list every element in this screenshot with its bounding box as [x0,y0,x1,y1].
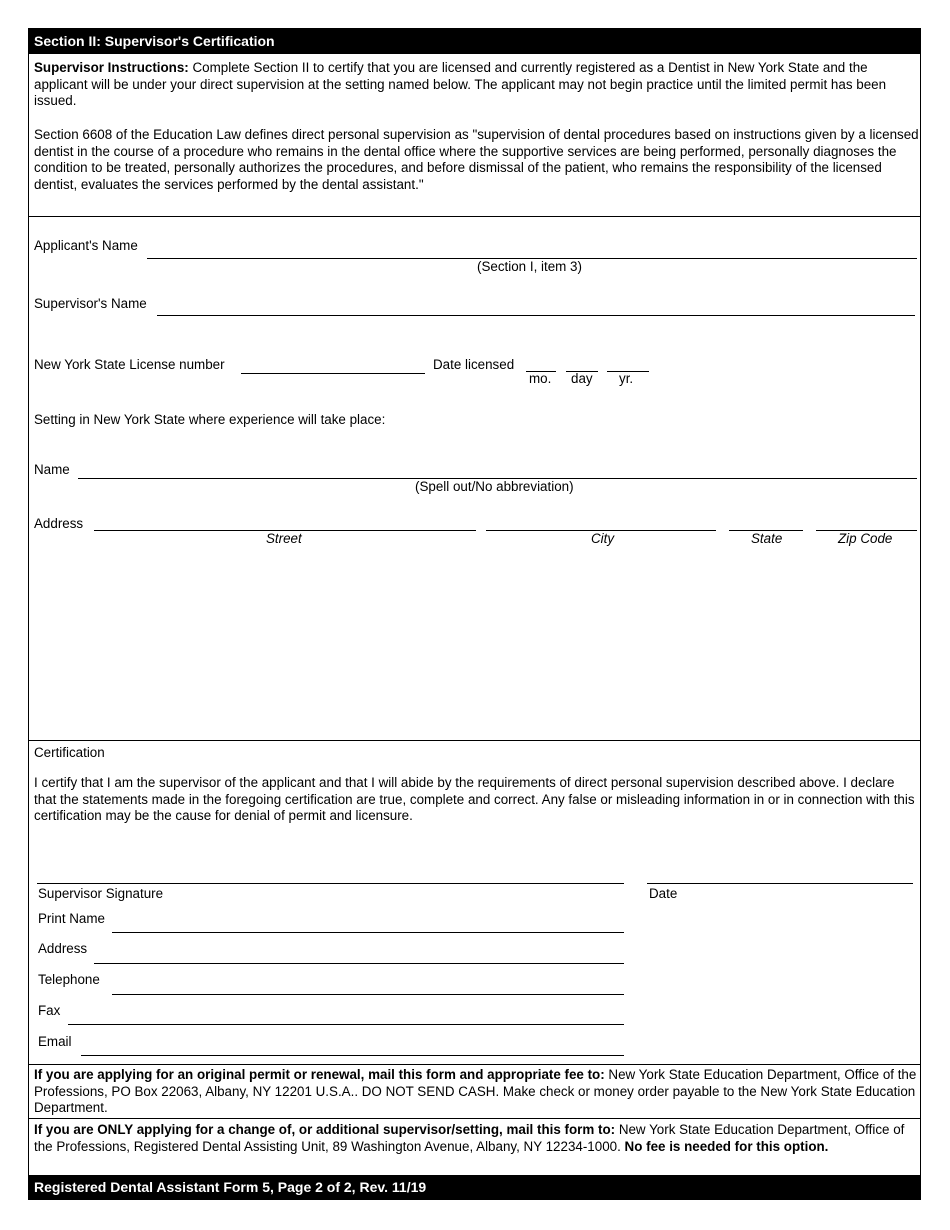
mailing-change [34,1122,918,1155]
email-label: Email [38,1034,72,1049]
telephone-field[interactable] [112,994,624,995]
footer-text: Registered Dental Assistant Form 5, Page 2 of 2, Rev. 11/19 [34,1179,427,1195]
mailing-change-text: New York State Education Department, Office of the Professions, Registered Dental Assisting Unit, 89 Washington Avenue, Albany, NY 12234-1000. [34,1122,905,1154]
footer-bar [28,1175,921,1200]
signature-label: Supervisor Signature [38,886,164,901]
setting-address-label: Address [34,516,84,531]
state-caption: State [751,531,783,546]
supervisor-name-label: Supervisor's Name [34,296,147,311]
section-header [28,28,921,54]
date-label: Date [649,886,678,901]
signature-date-field[interactable] [647,883,913,884]
divider-change [28,1118,921,1119]
contact-address-field[interactable] [94,963,624,964]
mailing-change-lead: If you are ONLY applying for a change of, or additional supervisor/setting, mail this form to: [34,1122,616,1137]
divider-certification [28,740,921,741]
email-field[interactable] [81,1055,624,1056]
instructions-lead: Supervisor Instructions: [34,60,189,75]
city-caption: City [591,531,615,546]
year-caption: yr. [619,371,634,386]
setting-intro: Setting in New York State where experience will take place: [34,412,386,427]
supervisor-signature-field[interactable] [37,883,624,884]
supervisor-instructions [34,60,918,110]
mailing-original-text: New York State Education Department, Office of the Professions, PO Box 22063, Albany, NY 12201 U.S.A.. DO NOT SEND CASH. Make check or money order payable to the New York State Education Department. [34,1067,917,1115]
contact-address-label: Address [38,941,88,956]
divider-instructions [28,216,921,217]
date-licensed-label: Date licensed [433,357,515,372]
month-caption: mo. [529,371,552,386]
fax-label: Fax [38,1003,61,1018]
fax-field[interactable] [68,1024,624,1025]
divider-mailing [28,1064,921,1065]
applicant-name-hint: (Section I, item 3) [477,259,582,274]
applicant-name-label: Applicant's Name [34,238,138,253]
setting-name-label: Name [34,462,70,477]
print-name-field[interactable] [112,932,624,933]
license-number-label: New York State License number [34,357,225,372]
mailing-original-lead: If you are applying for an original permit or renewal, mail this form and appropriate fee to: [34,1067,605,1082]
certification-heading: Certification [34,745,105,760]
mailing-original [34,1067,918,1117]
setting-name-hint: (Spell out/No abbreviation) [415,479,574,494]
supervisor-name-field[interactable] [157,315,915,316]
law-definition: Section 6608 of the Education Law defines direct personal supervision as "supervision of dental procedures based on instructions given by a licensed dentist in the course of a procedure who remains in the dental office where the supportive services are being performed, personally diagnoses the condition to be treated, personally authorizes the procedures, and before dismissal of the patient, who remains the responsibility of the licensed dentist, evaluates the services performed by the dental assistant." [34,127,919,192]
zip-caption: Zip Code [838,531,893,546]
street-caption: Street [266,531,302,546]
license-number-field[interactable] [241,373,425,374]
day-caption: day [571,371,593,386]
instructions-text: Complete Section II to certify that you are licensed and currently registered as a Dentist in New York State and the applicant will be under your direct supervision at the setting named below. The applicant may not begin practice until the limited permit has been issued. [34,60,887,108]
print-name-label: Print Name [38,911,105,926]
telephone-label: Telephone [38,972,100,987]
mailing-change-tail: No fee is needed for this option. [624,1138,829,1154]
certification-text: I certify that I am the supervisor of the applicant and that I will abide by the requirements of direct personal supervision described above. I declare that the statements made in the foregoing certification are true, complete and correct. Any false or misleading information in or in connection with this certification may be the cause for denial of permit and licensure. [34,775,915,823]
section-title: Section II: Supervisor's Certification [34,33,275,49]
